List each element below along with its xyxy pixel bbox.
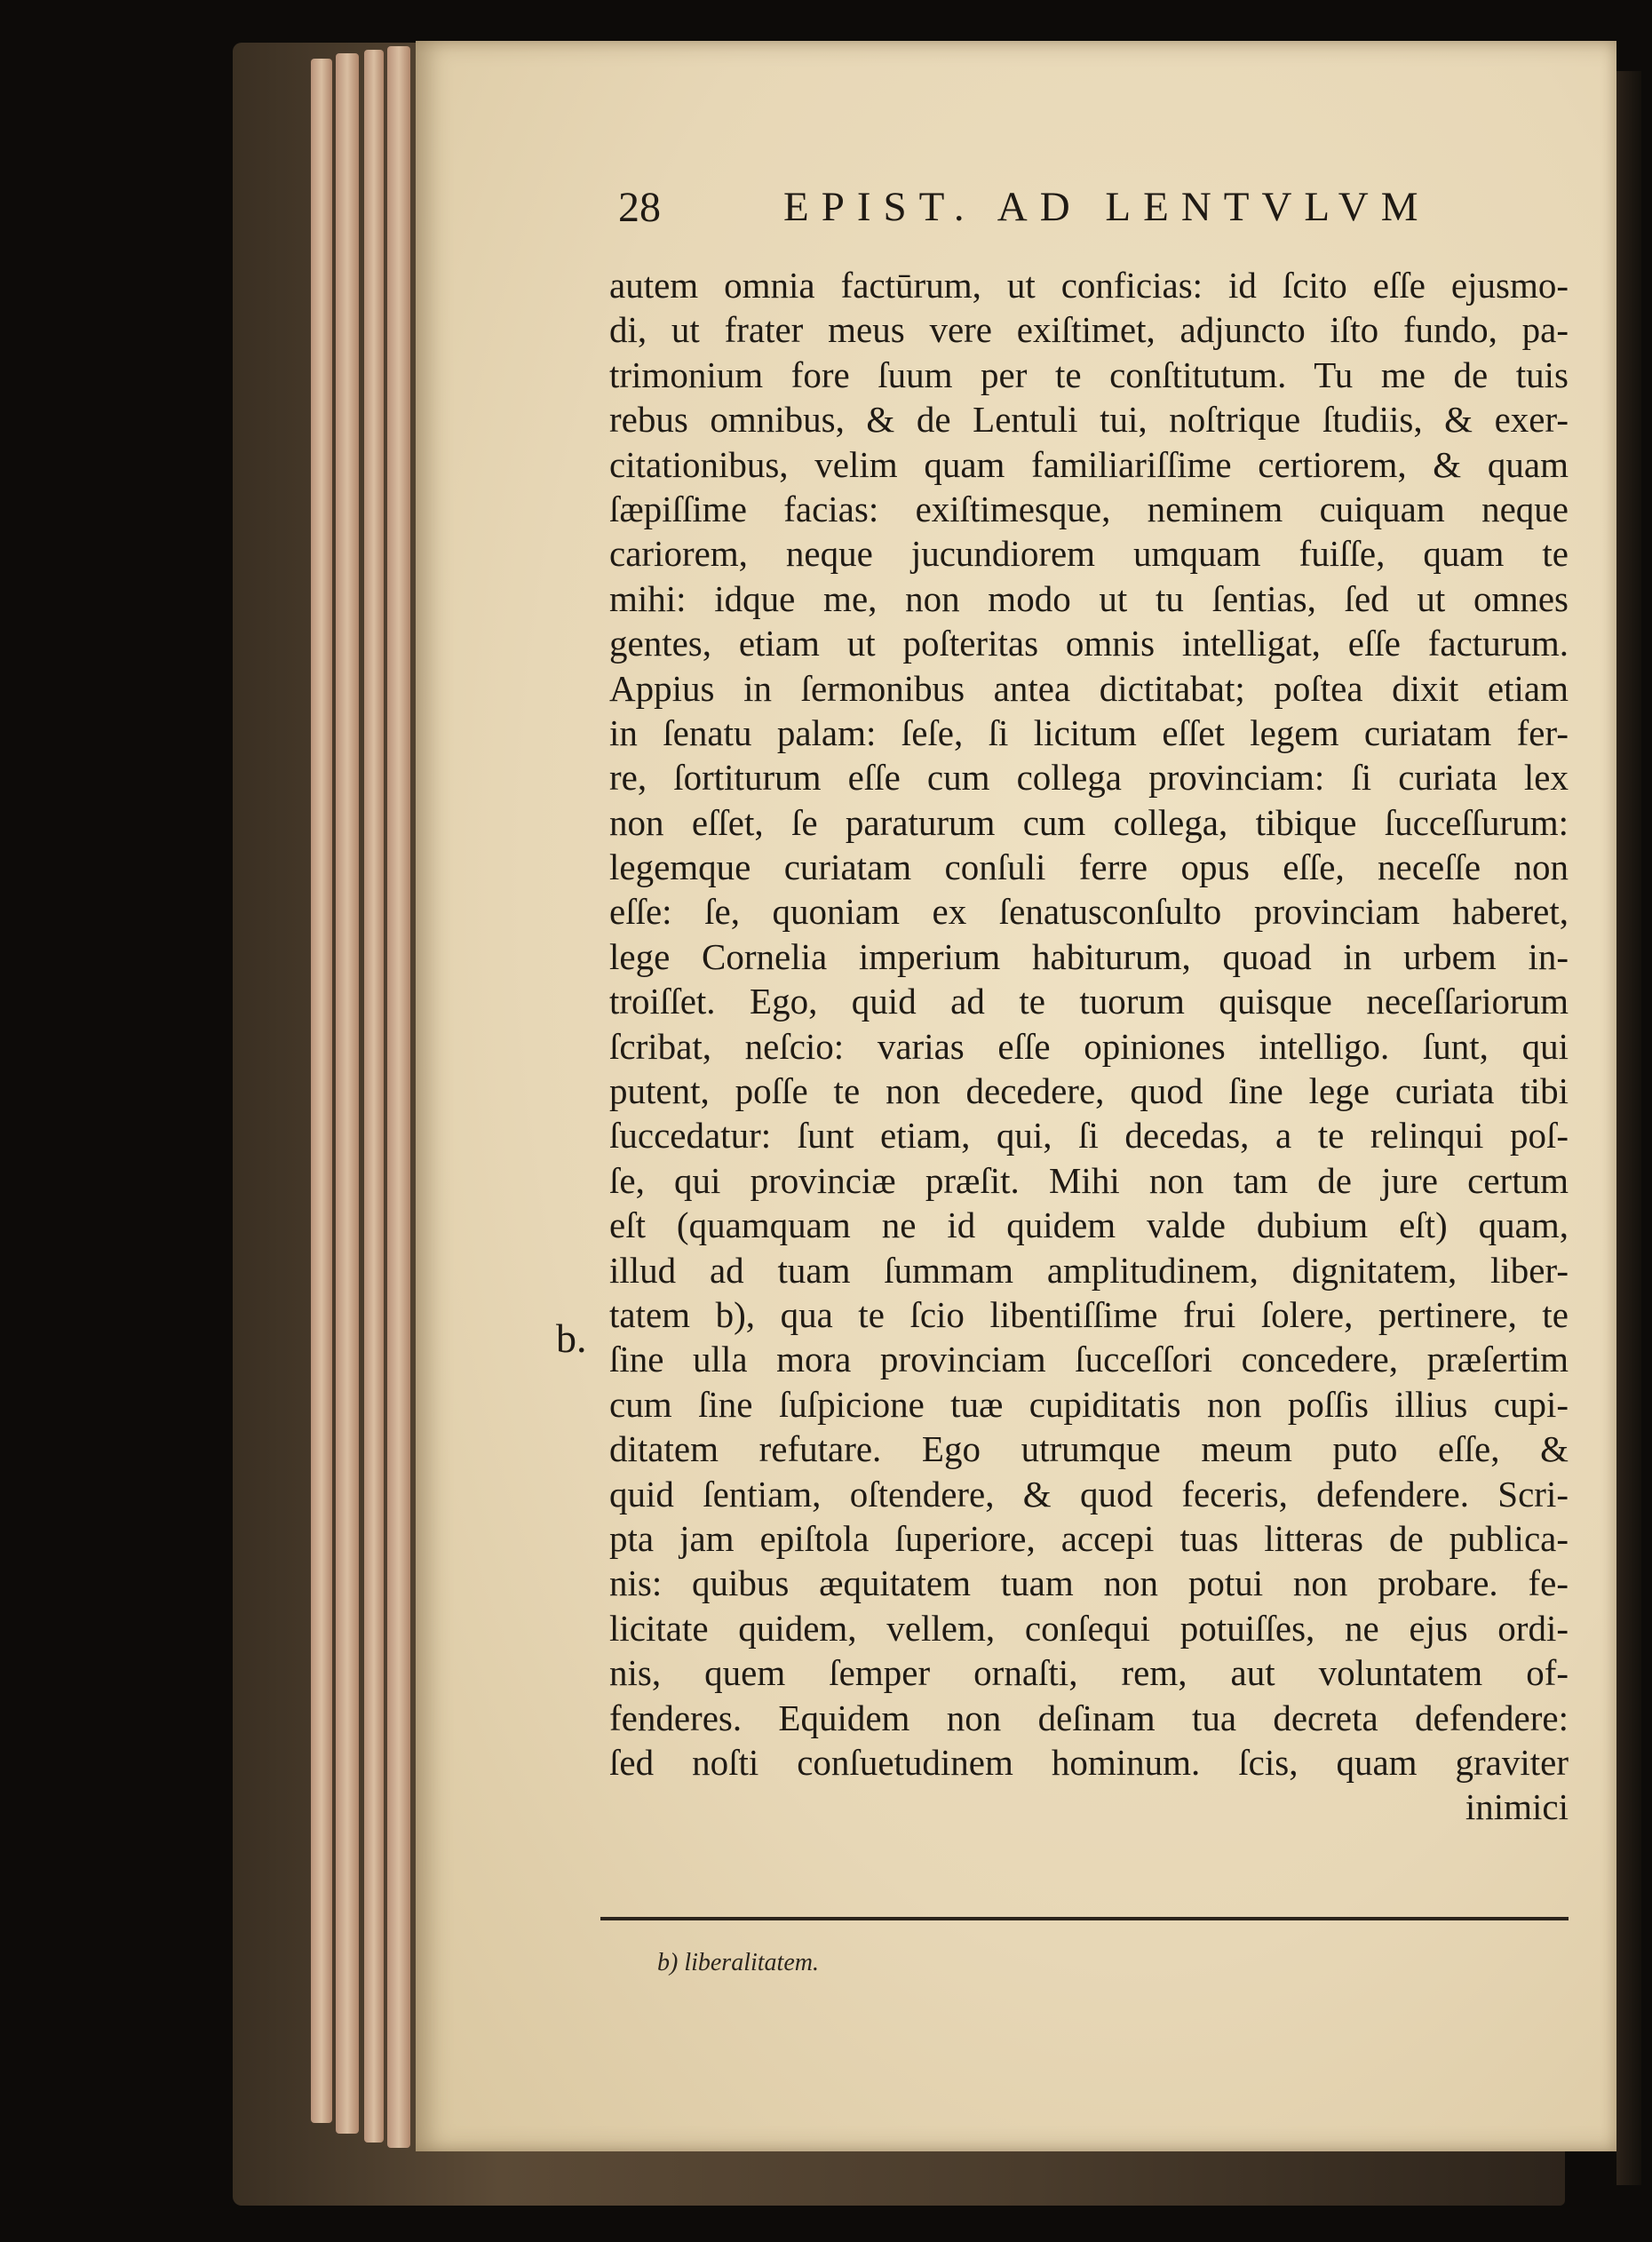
text-line: pta jam epiſtola ſuperiore, accepi tuas litteras de publica- (609, 1517, 1569, 1559)
text-line: nis: quibus æquitatem tuam non potui non probare. fe- (609, 1562, 1569, 1604)
text-line: ſed noſti conſuetudinem hominum. ſcis, quam graviter (609, 1741, 1569, 1783)
text-line: non eſſet, ſe paraturum cum collega, tibique ſucceſſurum: (609, 801, 1569, 843)
text-line: ſcribat, neſcio: varias eſſe opiniones intelligo. ſunt, qui (609, 1025, 1569, 1067)
text-line: cum ſine ſuſpicione tuæ cupiditatis non poſſis illius cupi- (609, 1383, 1569, 1425)
text-line: illud ad tuam ſummam amplitudinem, dignitatem, liber- (609, 1249, 1569, 1291)
book-page (416, 41, 1616, 2151)
text-line: rebus omnibus, & de Lentuli tui, noſtrique ſtudiis, & exer- (609, 399, 1569, 441)
running-title: EPIST. AD LENTVLVM (783, 184, 1431, 230)
text-line: quid ſentiam, oſtendere, & quod feceris, defendere. Scri- (609, 1473, 1569, 1515)
page-edge (311, 59, 332, 2123)
cover-back-edge (1616, 71, 1641, 2185)
text-line: tatem b), qua te ſcio libentiſſime frui ſolere, pertinere, te (609, 1293, 1569, 1335)
text-line: putent, poſſe te non decedere, quod ſine lege curiata tibi (609, 1070, 1569, 1112)
page-edge (364, 50, 384, 2143)
text-line: Appius in ſermonibus antea dictitabat; poſtea dixit etiam (609, 667, 1569, 709)
text-line: in ſenatu palam: ſeſe, ſi licitum eſſet legem curiatam fer- (609, 712, 1569, 753)
text-line: di, ut frater meus vere exiſtimet, adjuncto iſto fundo, pa- (609, 309, 1569, 351)
text-line: ſine ulla mora provinciam ſucceſſori concedere, præſertim (609, 1339, 1569, 1380)
text-line: cariorem, neque jucundiorem umquam fuiſſe, quam te (609, 533, 1569, 575)
page-header (618, 178, 1595, 249)
text-line: lege Cornelia imperium habiturum, quoad in urbem in- (609, 935, 1569, 977)
text-line: eſſe: ſe, quoniam ex ſenatusconſulto provinciam haberet, (609, 891, 1569, 933)
text-line: ſe, qui provinciæ præſit. Mihi non tam de jure certum (609, 1159, 1569, 1201)
text-line: fenderes. Equidem non deſinam tua decreta defendere: (609, 1697, 1569, 1738)
text-line: citationibus, velim quam familiariſſime certiorem, & quam (609, 443, 1569, 485)
text-line: gentes, etiam ut poſteritas omnis intelligat, eſſe facturum. (609, 623, 1569, 664)
text-line: trimonium fore ſuum per te conſtitutum. Tu me de tuis (609, 354, 1569, 395)
margin-note: b. (556, 1316, 587, 1361)
page-number: 28 (618, 184, 661, 231)
page-edge (387, 46, 410, 2148)
text-line: troiſſet. Ego, quid ad te tuorum quisque neceſſariorum (609, 981, 1569, 1022)
page-edge (336, 53, 359, 2134)
text-line: eſt (quamquam ne id quidem valde dubium eſt) quam, (609, 1204, 1569, 1246)
body-text (609, 263, 1569, 1830)
footnote-rule (600, 1917, 1569, 1920)
text-line: legemque curiatam conſuli ferre opus eſſe, neceſſe non (609, 847, 1569, 888)
text-line: re, ſortiturum eſſe cum collega provinciam: ſi curiata lex (609, 757, 1569, 799)
text-line: ſuccedatur: ſunt etiam, qui, ſi decedas, a te relinqui poſ- (609, 1115, 1569, 1157)
text-line: ſæpiſſime facias: exiſtimesque, neminem cuiquam neque (609, 488, 1569, 529)
text-line: licitate quidem, vellem, conſequi potuiſſes, ne ejus ordi- (609, 1607, 1569, 1649)
catchword: inimici (1465, 1786, 1569, 1828)
text-line: mihi: idque me, non modo ut tu ſentias, ſed ut omnes (609, 577, 1569, 619)
text-line: nis, quem ſemper ornaſti, rem, aut voluntatem of- (609, 1652, 1569, 1694)
text-line: ditatem refutare. Ego utrumque meum puto eſſe, & (609, 1428, 1569, 1470)
text-line: autem omnia factūrum, ut conficias: id ſcito eſſe ejusmo- (609, 265, 1569, 306)
footnote: b) liberalitatem. (657, 1949, 819, 1976)
